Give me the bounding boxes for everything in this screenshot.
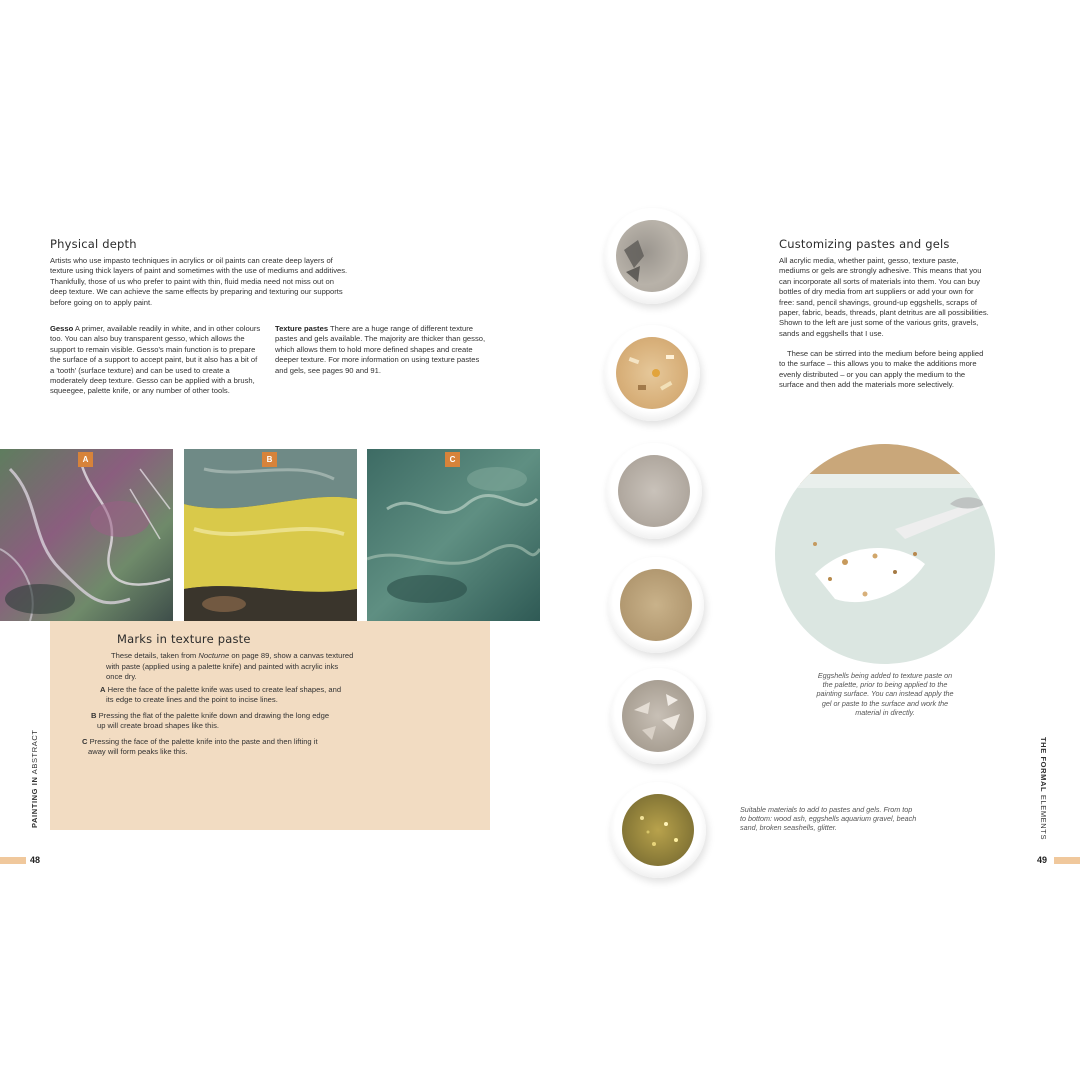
right-running-head: THE FORMAL ELEMENTS <box>1039 737 1048 841</box>
customizing-paragraph-1: All acrylic media, whether paint, gesso, texture paste, mediums or gels are strongly adhesive. This means that you can incorporate all sorts of materials into them. You can buy bottles of dry media from art suppliers or add your own for free: sand, pencil shavings, ground-up eggshells, scraps of paper, fabric, beads, threads, plant detritus are all possibilities. Shown to the left are just some of the various grits, gravels, sands and eggshells that I use. <box>779 256 989 338</box>
jar-wood-ash <box>604 208 700 304</box>
gesso-paragraph <box>50 324 262 397</box>
texture-photo-c <box>367 449 540 621</box>
right-page-number: 49 <box>1037 855 1048 865</box>
photo-label-b: B <box>262 452 277 467</box>
marks-item-c-line1: C Pressing the face of the palette knife into the paste and then lifting it <box>82 737 318 746</box>
jar-glitter <box>610 782 706 878</box>
marks-item-a-line2: its edge to create lines and the point to incise lines. <box>106 695 278 704</box>
photo-label-c: C <box>445 452 460 467</box>
jar-aquarium-gravel <box>606 443 702 539</box>
jar-beach-sand <box>608 557 704 653</box>
texture-pastes-text: There are a huge range of different texture pastes and gels available. The majority are thicker than gesso, which allows them to hold more defined shapes and create deeper texture. For more information on using texture pastes and gels, see pages 90 and 91. <box>275 324 486 375</box>
palette-photo-caption: Eggshells being added to texture paste on the palette, prior to being applied to the painting surface. You can instead apply the gel or paste to the surface and work the material in directly. <box>816 671 954 717</box>
left-folio-bar <box>0 857 26 864</box>
jar-broken-seashells <box>610 668 706 764</box>
marks-item-a-line1: A Here the face of the palette knife was used to create leaf shapes, and <box>100 685 342 694</box>
customizing-heading: Customizing pastes and gels <box>779 237 950 251</box>
jars-caption: Suitable materials to add to pastes and gels. From top to bottom: wood ash, eggshells aquarium gravel, beach sand, broken seashells, glitter. <box>740 805 917 833</box>
texture-photo-a <box>0 449 173 621</box>
right-folio-bar <box>1054 857 1080 864</box>
eggshell-palette-photo <box>775 444 995 664</box>
customizing-paragraph-2: These can be stirred into the medium before being applied to the surface – this allows you to make the additions more evenly distributed – or you can apply the medium to the surface and then add the materials more selectively. <box>779 349 984 390</box>
physical-depth-paragraph: Artists who use impasto techniques in acrylics or oil paints can create deep layers of texture using thick layers of paint and sometimes with the use of mediums and additives. Thankfully, those of us who prefer to paint with thin, fluid media need not miss out on deep texture. We can achieve the same effects by preparing and texturing our supports before going on to apply paint. <box>50 256 348 307</box>
marks-item-b-line1: B Pressing the flat of the palette knife down and drawing the long edge <box>91 711 330 720</box>
marks-intro-line3: once dry. <box>106 672 137 681</box>
texture-pastes-label: Texture pastes <box>275 324 329 333</box>
gesso-text: A primer, available readily in white, and in other colours too. You can also buy transparent gesso, which allows the support to remain visible. Gesso's main function is to prepare the surface of a support to accept paint, but it also has a bit of a 'tooth' (surface texture) and can be used to create a moderately deep texture. Gesso can be applied with a brush, squeegee, palette knife, or any number of other tools. <box>50 324 261 396</box>
marks-heading: Marks in texture paste <box>117 632 251 646</box>
left-running-head: PAINTING IN ABSTRACT <box>30 729 39 828</box>
marks-intro-line2: with paste (applied using a palette knife) and painted with acrylic inks <box>106 662 339 671</box>
marks-intro-line1: These details, taken from Nocturne on page 89, show a canvas textured <box>111 651 354 660</box>
left-page-number: 48 <box>30 855 41 865</box>
marks-item-b-line2: up will create broad shapes like this. <box>97 721 219 730</box>
texture-photo-b <box>184 449 357 621</box>
texture-pastes-paragraph <box>275 324 487 376</box>
physical-depth-heading: Physical depth <box>50 237 137 251</box>
jar-eggshells <box>604 325 700 421</box>
photo-label-a: A <box>78 452 93 467</box>
gesso-label: Gesso <box>50 324 74 333</box>
marks-item-c-line2: away will form peaks like this. <box>88 747 188 756</box>
